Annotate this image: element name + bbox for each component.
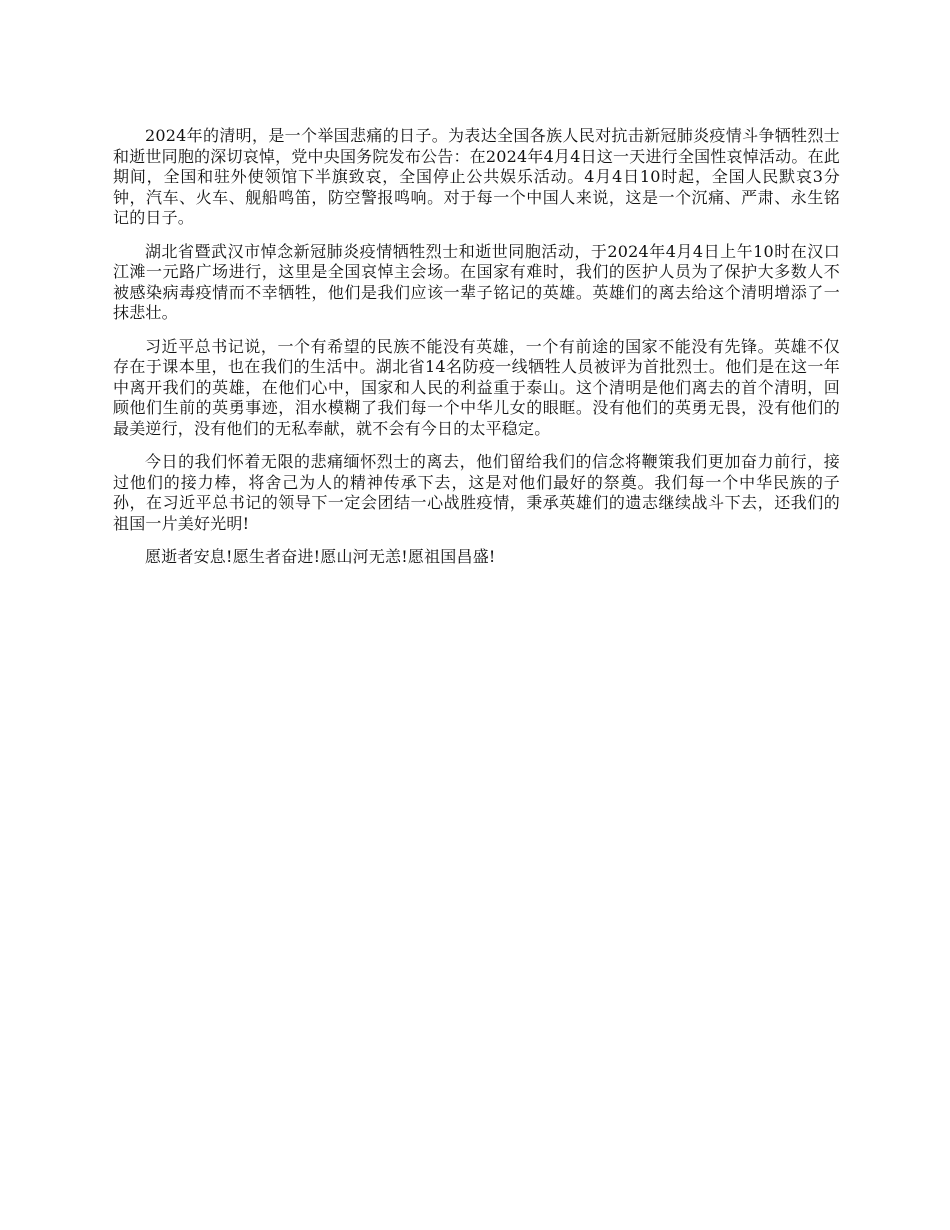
- paragraph-2: 湖北省暨武汉市悼念新冠肺炎疫情牺牲烈士和逝世同胞活动，于2024年4月4日上午10时在汉口江滩一元路广场进行，这里是全国哀悼主会场。在国家有难时，我们的医护人员为了保护大多数人不被感染病毒疫情而不幸牺牲，他们是我们应该一辈子铭记的英雄。英雄们的离去给这个清明增添了一抹悲壮。: [113, 241, 840, 322]
- document-body: [113, 126, 840, 581]
- paragraph-1: 2024年的清明，是一个举国悲痛的日子。为表达全国各族人民对抗击新冠肺炎疫情斗争牺牲烈士和逝世同胞的深切哀悼，党中央国务院发布公告：在2024年4月4日这一天进行全国性哀悼活动。在此期间，全国和驻外使领馆下半旗致哀，全国停止公共娱乐活动。4月4日10时起，全国人民默哀3分钟，汽车、火车、舰船鸣笛，防空警报鸣响。对于每一个中国人来说，这是一个沉痛、严肃、永生铭记的日子。: [113, 126, 840, 227]
- paragraph-3: 习近平总书记说，一个有希望的民族不能没有英雄，一个有前途的国家不能没有先锋。英雄不仅存在于课本里，也在我们的生活中。湖北省14名防疫一线牺牲人员被评为首批烈士。他们是在这一年中离开我们的英雄，在他们心中，国家和人民的利益重于泰山。这个清明是他们离去的首个清明，回顾他们生前的英勇事迹，泪水模糊了我们每一个中华儿女的眼眶。没有他们的英勇无畏，没有他们的最美逆行，没有他们的无私奉献，就不会有今日的太平稳定。: [113, 336, 840, 438]
- paragraph-5: 愿逝者安息!愿生者奋进!愿山河无恙!愿祖国昌盛!: [145, 547, 496, 566]
- paragraph-4: 今日的我们怀着无限的悲痛缅怀烈士的离去，他们留给我们的信念将鞭策我们更加奋力前行，接过他们的接力棒，将舍己为人的精神传承下去，这是对他们最好的祭奠。我们每一个中华民族的子孙，在习近平总书记的领导下一定会团结一心战胜疫情，秉承英雄们的遗志继续战斗下去，还我们的祖国一片美好光明!: [113, 452, 840, 533]
